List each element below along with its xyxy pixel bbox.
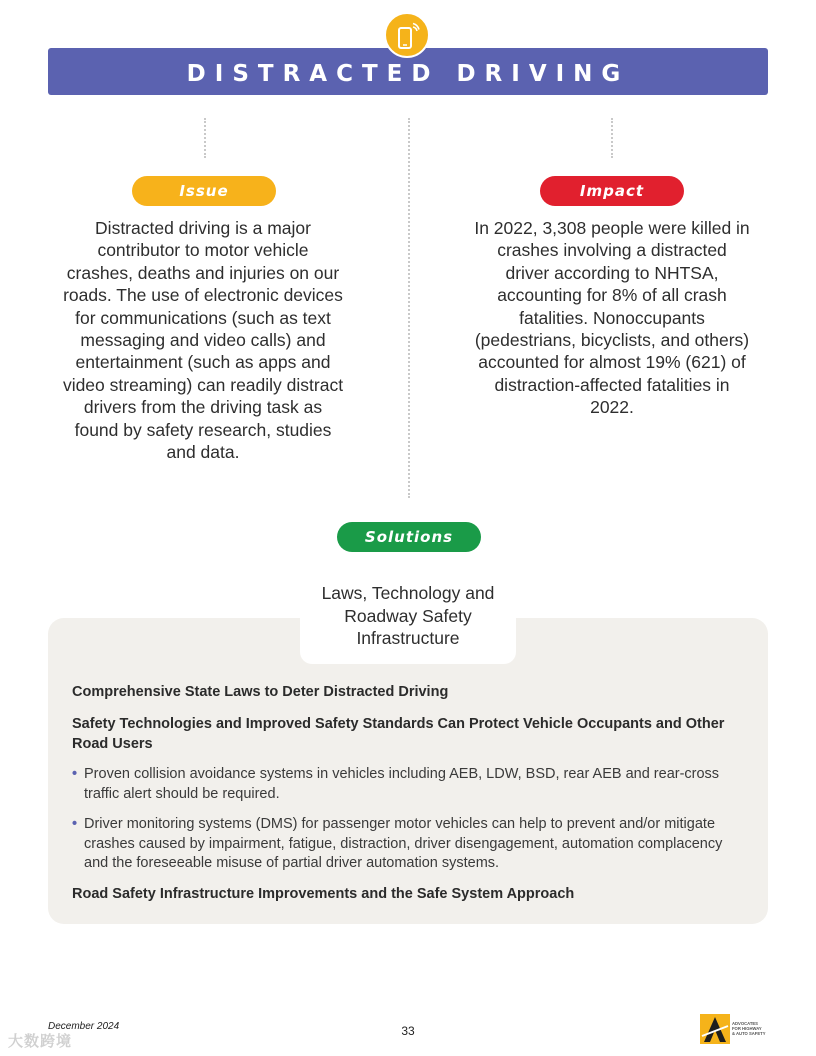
impact-label: Impact [540, 176, 684, 206]
list-item [72, 765, 742, 804]
solution-heading-laws: Comprehensive State Laws to Deter Distracted Driving [72, 684, 449, 700]
bullet-text: Proven collision avoidance systems in vehicles including AEB, LDW, BSD, rear AEB and rear-cross traffic alert should be required. [84, 766, 720, 802]
issue-text: Distracted driving is a major contributor to motor vehicle crashes, deaths and injuries on our roads. The use of electronic devices for communications (such as text messaging and video calls) and entertainment (such as apps and video streaming) can readily distract drivers from the driving task as found by safety research, studies and data. [62, 218, 344, 463]
solution-heading-technology: Safety Technologies and Improved Safety Standards Can Protect Vehicle Occupants and Other Road Users [72, 716, 725, 752]
page-number: 33 [401, 1024, 415, 1038]
solutions-subtitle: Laws, Technology and Roadway Safety Infrastructure [321, 583, 495, 648]
watermark: 大数跨境 [8, 1033, 73, 1050]
bullet-icon: • [72, 766, 78, 782]
issue-connector-line [204, 118, 206, 158]
center-divider-line [408, 118, 410, 498]
solution-heading-infrastructure: Road Safety Infrastructure Improvements and the Safe System Approach [72, 886, 575, 902]
page-title: DISTRACTED DRIVING [186, 61, 630, 87]
phone-signal-icon [384, 12, 430, 58]
bullet-icon: • [72, 816, 78, 832]
solutions-label: Solutions [337, 522, 481, 552]
bullet-text: Driver monitoring systems (DMS) for passenger motor vehicles can help to prevent and/or mitigate crashes caused by impairment, fatigue, distraction, driver disengagement, automation complacency and the foreseeable misuse of partial driver automation systems. [84, 816, 723, 871]
impact-connector-line [611, 118, 613, 158]
impact-text: In 2022, 3,308 people were killed in crashes involving a distracted driver according to NHTSA, accounting for 8% of all crash fatalities. Nonoccupants (pedestrians, bicyclists, and others) accounted for almost 19% (621) of distraction-affected fatalities in 2022. [474, 218, 750, 418]
footer-date: December 2024 [48, 1021, 120, 1032]
logo-text: ADVOCATES FOR HIGHWAY & AUTO SAFETY [732, 1021, 766, 1036]
advocates-logo [700, 1014, 770, 1044]
advocates-logo-icon [700, 1014, 730, 1044]
issue-label: Issue [132, 176, 276, 206]
list-item [72, 815, 742, 874]
